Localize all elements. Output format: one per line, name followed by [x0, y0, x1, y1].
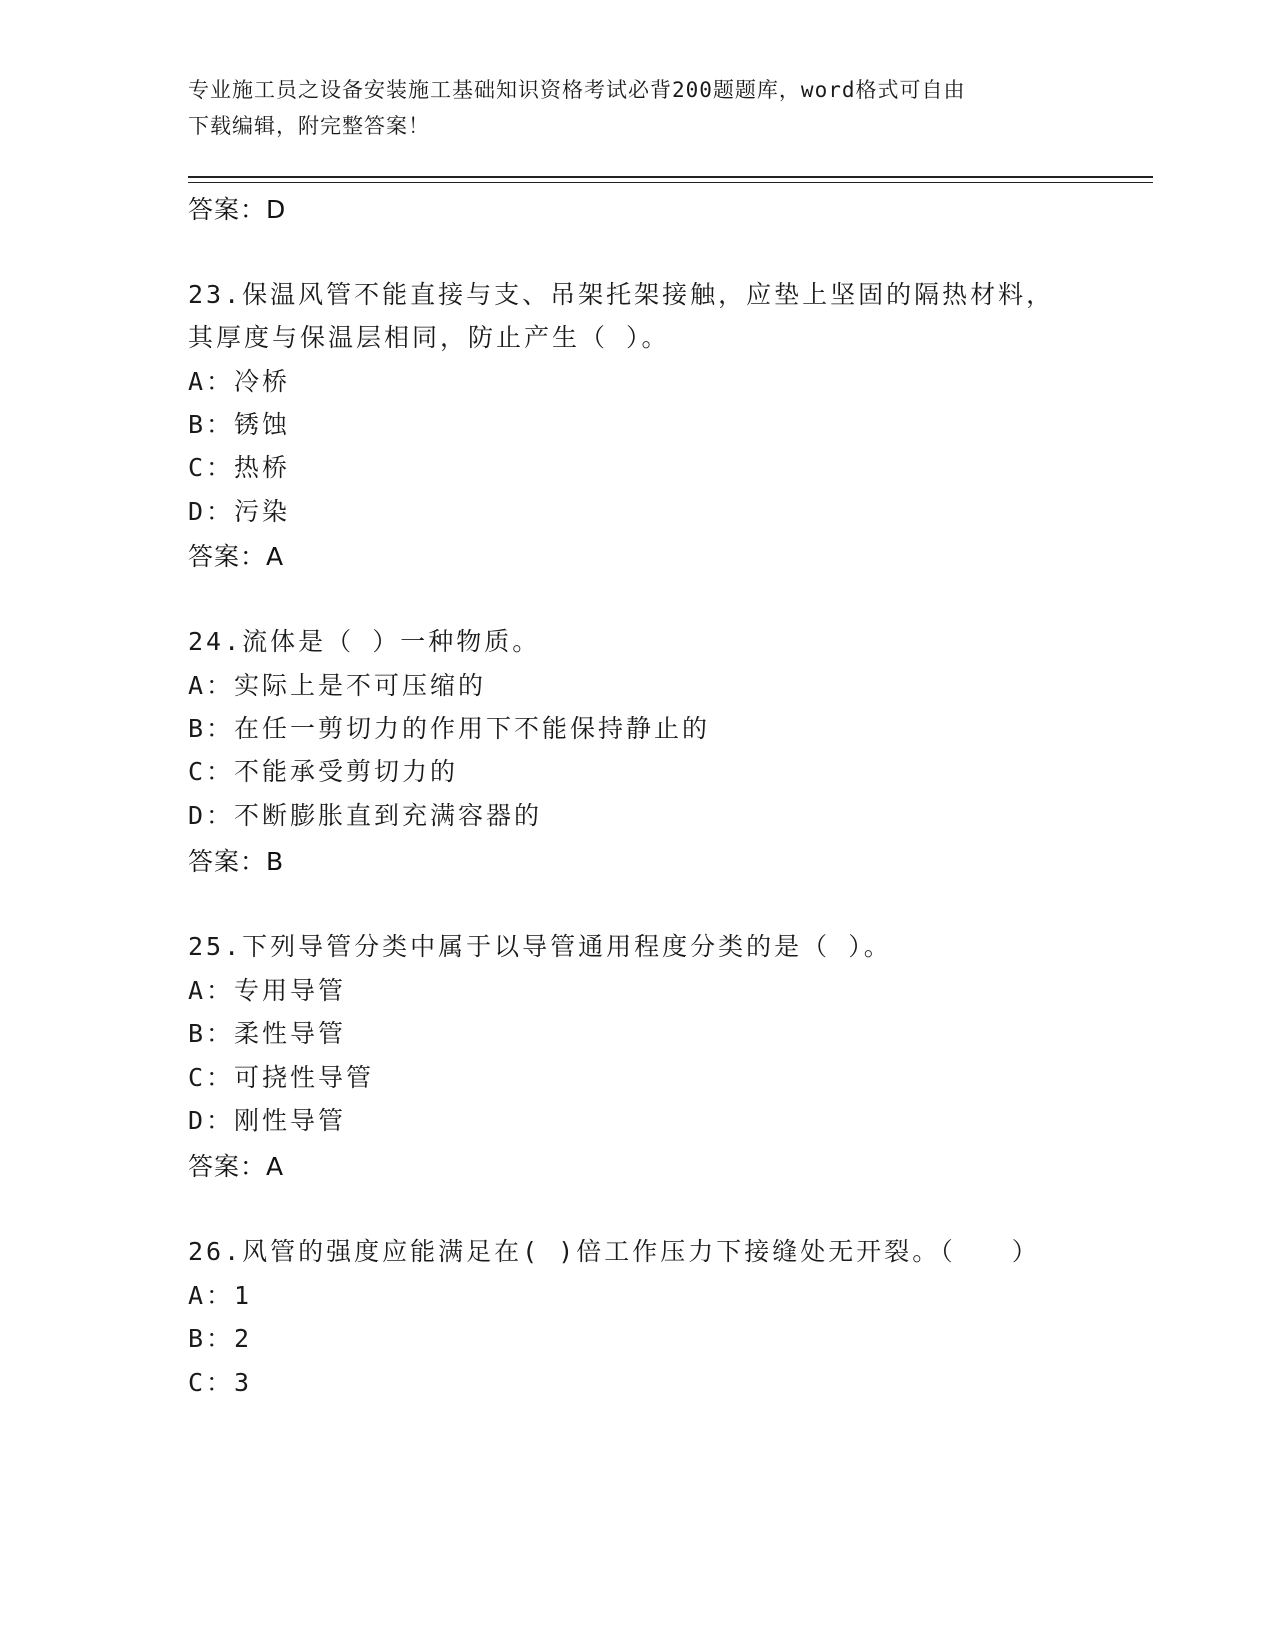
header-line-2: 下载编辑，附完整答案！ — [188, 114, 430, 138]
question-25-answer: 答案：A — [188, 1152, 285, 1181]
question-24-option-a: A：实际上是不可压缩的 — [188, 671, 487, 700]
header-line-1: 专业施工员之设备安装施工基础知识资格考试必背200题题库，word格式可自由 — [188, 78, 966, 102]
question-24-option-b: B：在任一剪切力的作用下不能保持静止的 — [188, 714, 711, 743]
question-23-option-c: C：热桥 — [188, 453, 291, 482]
question-25-option-b: B：柔性导管 — [188, 1019, 347, 1048]
question-23-stem-line-2: 其厚度与保温层相同，防止产生（ ）。 — [188, 323, 670, 352]
question-23-stem-line-1: 23.保温风管不能直接与支、吊架托架接触，应垫上坚固的隔热材料， — [188, 280, 1055, 309]
question-23-option-a: A：冷桥 — [188, 367, 291, 396]
question-26-option-a: A：1 — [188, 1281, 253, 1310]
previous-answer: 答案：D — [188, 195, 287, 224]
question-26-stem-line-1: 26.风管的强度应能满足在( )倍工作压力下接缝处无开裂。（ ） — [188, 1237, 1040, 1266]
question-24-option-c: C：不能承受剪切力的 — [188, 757, 459, 786]
question-26-option-c: C：3 — [188, 1368, 253, 1397]
question-25-option-a: A：专用导管 — [188, 976, 347, 1005]
question-23-answer: 答案：A — [188, 542, 285, 571]
question-24-option-d: D：不断膨胀直到充满容器的 — [188, 801, 543, 830]
question-23-option-b: B：锈蚀 — [188, 410, 291, 439]
question-24-stem-line-1: 24.流体是（ ）一种物质。 — [188, 627, 541, 656]
header-rule-thin — [188, 182, 1153, 183]
question-23-option-d: D：污染 — [188, 497, 291, 526]
question-25-option-c: C：可挠性导管 — [188, 1063, 375, 1092]
document-header — [188, 72, 1088, 144]
question-24-answer: 答案：B — [188, 847, 285, 876]
header-rule-thick — [188, 176, 1153, 178]
question-25-option-d: D：刚性导管 — [188, 1106, 347, 1135]
question-26-option-b: B：2 — [188, 1324, 253, 1353]
question-25-stem-line-1: 25.下列导管分类中属于以导管通用程度分类的是（ ）。 — [188, 932, 892, 961]
